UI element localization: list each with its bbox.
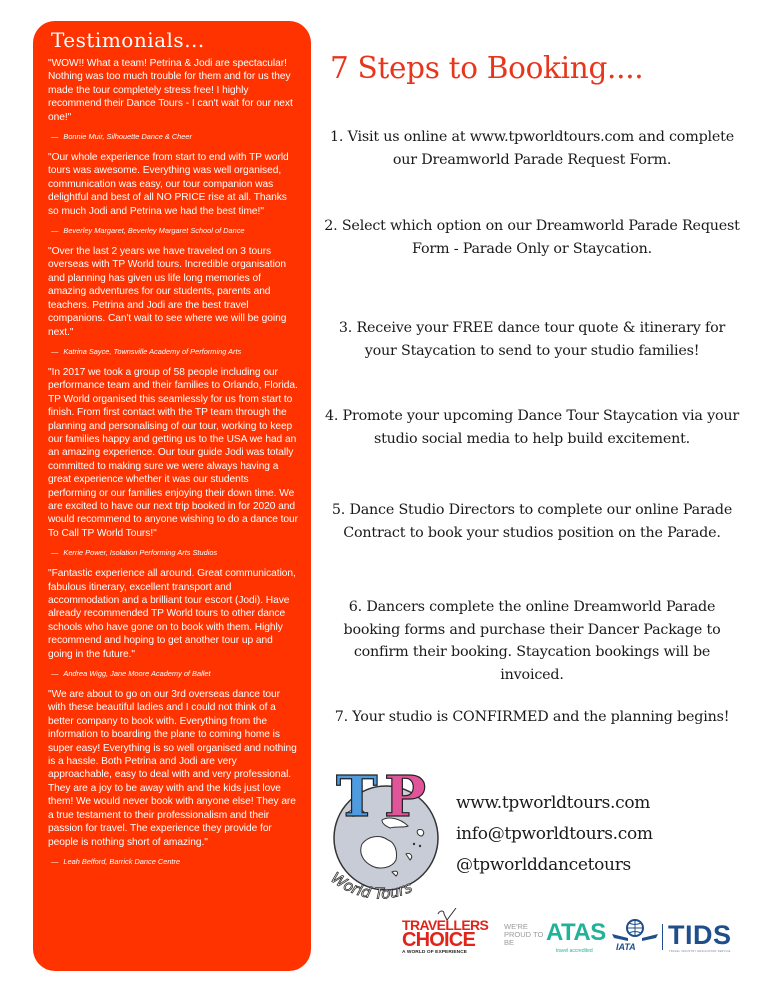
testimonial-author bbox=[48, 857, 299, 867]
steps-title: 7 Steps to Booking.... bbox=[330, 51, 644, 85]
testimonial bbox=[48, 245, 299, 357]
divider bbox=[662, 924, 663, 950]
testimonial-quote: "Over the last 2 years we have traveled on 3 tours overseas with TP World tours. Incredible organisation and planning has given us life long memories of amazing adventures for our students, parents and teachers. Petrina and Jodi are the best travel companions. Can't wait to see where we will be going next." bbox=[48, 246, 287, 338]
globe-logo-icon bbox=[322, 770, 447, 910]
author-name: Kerrie Power, Isolation Performing Arts Studios bbox=[63, 548, 218, 558]
author-name: Katrina Sayce, Townsville Academy of Performing Arts bbox=[63, 346, 242, 356]
step-3: 3. Receive your FREE dance tour quote & itinerary for your Staycation to send to your studio families! bbox=[338, 320, 726, 359]
testimonial-author bbox=[48, 669, 299, 679]
travellers-choice-line2: CHOICE bbox=[402, 929, 475, 951]
testimonial-author bbox=[48, 548, 299, 558]
em-dash: — bbox=[51, 669, 59, 679]
testimonial-quote: "Our whole experience from start to end with TP world tours was awesome. Everything was well organised, communication was easy, our tour companion was delightful and best of all NO PRICE rise at all. Thanks so much Jodi and Petrina we had the best time!" bbox=[48, 152, 289, 217]
em-dash: — bbox=[51, 132, 59, 142]
social-handle[interactable]: @tpworlddancetours bbox=[456, 855, 631, 875]
em-dash: — bbox=[51, 226, 59, 236]
testimonial bbox=[48, 151, 299, 236]
author-name: Leah Belford, Barrick Dance Centre bbox=[63, 856, 181, 866]
contact-details bbox=[456, 788, 653, 881]
step-5: 5. Dance Studio Directors to complete our online Parade Contract to book your studios position on the Parade. bbox=[331, 502, 733, 541]
testimonial-quote: "We are about to go on our 3rd overseas dance tour with these beautiful ladies and I could not think of a better company to book with. Everything from the information to boarding the plane to coming home is super easy! Everything is so well organised and nothing is a hassle. Both Petrina and Jodi are very approachable, easy to deal with and very professional. They are a joy to be away with and the kids just love them! We would never book with anyone else! They are a true testament to their professionalism and their passion for travel. The experience they provide for people is nothing short of amazing." bbox=[48, 689, 297, 848]
testimonial-author bbox=[48, 226, 299, 236]
testimonial-author bbox=[48, 347, 299, 357]
tids-subtitle: TRAVEL INDUSTRY DESIGNATOR SERVICE bbox=[669, 950, 731, 953]
em-dash: — bbox=[51, 548, 59, 558]
author-name: Bonnie Muir, Silhouette Dance & Cheer bbox=[63, 132, 192, 142]
atas-logo: ATAS bbox=[546, 919, 606, 946]
testimonial bbox=[48, 688, 299, 867]
step-7: 7. Your studio is CONFIRMED and the planning begins! bbox=[334, 709, 730, 725]
atas-subtitle: travel accredited bbox=[556, 948, 593, 954]
testimonial-author bbox=[48, 132, 299, 142]
testimonial-quote: "WOW!! What a team! Petrina & Jodi are spectacular! Nothing was too much trouble for them and for us they made the tour completely stress free! I highly recommend their Dance Tours - I can't wait for our next one!" bbox=[48, 58, 293, 123]
testimonial bbox=[48, 366, 299, 558]
step-6: 6. Dancers complete the online Dreamworld Parade booking forms and purchase their Dancer Package to confirm their booking. Staycation bookings will be invoiced. bbox=[343, 599, 721, 683]
author-name: Andrea Wigg, Jane Moore Academy of Ballet bbox=[63, 669, 211, 679]
logo-tagline: World Tours bbox=[327, 868, 415, 903]
testimonial-quote: "Fantastic experience all around. Great communication, fabulous itinerary, excellent transport and accommodation and a brilliant tour escort (Jodi). Have already recommended TP World tours to other dance schools who have gone on to book with them. Highly recommend and hoping to get another tour up and going in the future." bbox=[48, 568, 296, 660]
testimonials-title: Testimonials... bbox=[51, 28, 205, 52]
em-dash: — bbox=[51, 856, 59, 866]
travellers-choice-line1: TRAVELLERS bbox=[402, 917, 489, 933]
testimonials-panel bbox=[33, 21, 311, 971]
email-link[interactable]: info@tpworldtours.com bbox=[456, 824, 653, 844]
em-dash: — bbox=[51, 346, 59, 356]
tp-world-tours-logo bbox=[322, 770, 447, 910]
step-2: 2. Select which option on our Dreamworld Parade Request Form - Parade Only or Staycation. bbox=[324, 218, 740, 257]
step-1: 1. Visit us online at www.tpworldtours.com and complete our Dreamworld Parade Request Form. bbox=[330, 129, 734, 168]
logo-letter-t: T bbox=[336, 770, 378, 830]
travellers-choice-tagline: A WORLD OF EXPERIENCE bbox=[402, 950, 468, 955]
testimonial-quote: "In 2017 we took a group of 58 people including our performance team and their families to Orlando, Florida. TP World organised this seamlessly for us from start to finish. From first contact with the TP team through the planning and personalising of our tour, working to keep our families happy and getting us to the USA we had an an amazing experience. Our tour guide Jodi was totally committed to making sure we were always having a great experience whether it was our students performing or our families enjoying their down time. We are excited to have our next trip booked in for 2020 and would recommend to anyone wishing to do a dance tour To Call TP World Tours!" bbox=[48, 366, 298, 539]
step-4: 4. Promote your upcoming Dance Tour Staycation via your studio social media to help build excitement. bbox=[324, 408, 740, 447]
website-link[interactable]: www.tpworldtours.com bbox=[456, 793, 651, 813]
logo-letter-p: P bbox=[384, 770, 427, 830]
author-name: Beverley Margaret, Beverley Margaret School of Dance bbox=[63, 226, 245, 236]
testimonial bbox=[48, 57, 299, 142]
accreditation-logos bbox=[398, 918, 748, 968]
iata-text: IATA bbox=[616, 942, 636, 952]
tids-logo: TIDS bbox=[668, 920, 732, 950]
testimonial bbox=[48, 567, 299, 679]
proud-to-be-text: WE'RE PROUD TO BE bbox=[504, 922, 544, 947]
